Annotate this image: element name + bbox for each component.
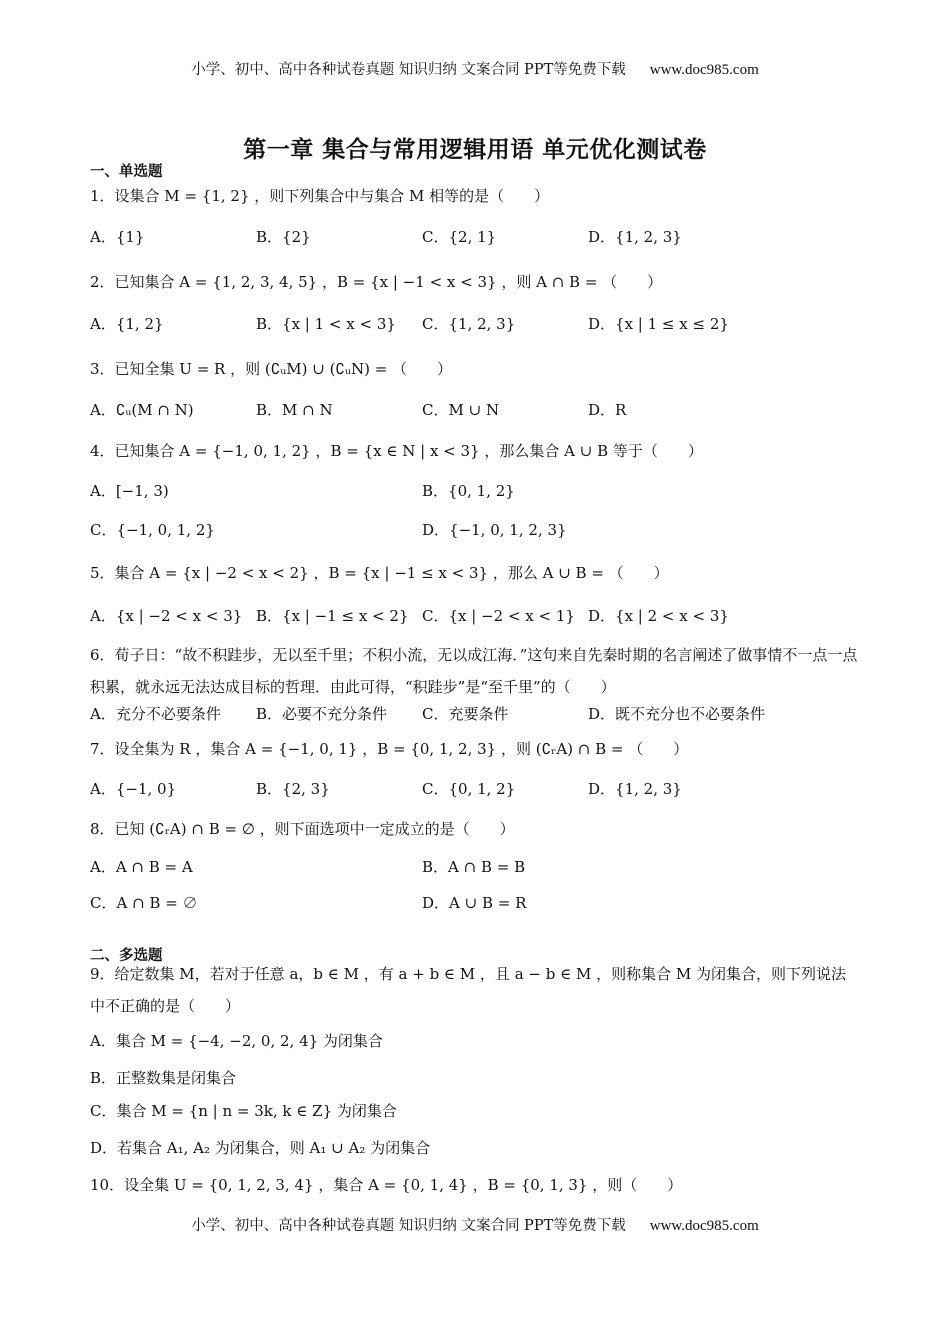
q2-option-d: D．{x | 1 ≤ x ≤ 2} [588,315,729,333]
q4-option-a: A．[−1, 3) [90,482,169,500]
question-5: 5．集合 A = {x | −2 < x < 2} ，B = {x | −1 ≤ x < 3} ，那么 A ∪ B = （ ） [90,564,669,582]
page-footer [0,1214,950,1235]
q3-option-d: D．R [588,401,627,419]
question-3: 3．已知全集 U = R ，则 (∁ᵤM) ∪ (∁ᵤN) = （ ） [90,360,453,378]
q9-option-a: A．集合 M = {−4, −2, 0, 2, 4} 为闭集合 [90,1032,383,1050]
q2-option-a: A．{1, 2} [90,315,164,333]
question-8: 8．已知 (∁ᵣA) ∩ B = ∅ ，则下面选项中一定成立的是（ ） [90,820,515,838]
section-multi-choice: 二、多选题 [90,948,163,964]
q6-option-c: C．充要条件 [422,705,509,723]
q3-option-a: A．∁ᵤ(M ∩ N) [90,401,194,419]
q8-option-a: A．A ∩ B = A [90,858,193,876]
q1-option-d: D．{1, 2, 3} [588,228,682,246]
q9-option-b: B．正整数集是闭集合 [90,1069,237,1087]
q5-option-d: D．{x | 2 < x < 3} [588,607,729,625]
q4-option-d: D．{−1, 0, 1, 2, 3} [422,521,567,539]
q5-option-a: A．{x | −2 < x < 3} [90,607,243,625]
q7-option-c: C．{0, 1, 2} [422,780,516,798]
q6-option-a: A．充分不必要条件 [90,705,221,723]
section-single-choice: 一、单选题 [90,164,163,180]
q3-option-c: C．M ∪ N [422,401,500,419]
q8-option-b: B．A ∩ B = B [422,858,526,876]
q1-option-a: A．{1} [90,228,145,246]
q1-option-b: B．{2} [256,228,311,246]
question-4: 4．已知集合 A = {−1, 0, 1, 2} ，B = {x ∈ N | x < 3} ，那么集合 A ∪ B 等于（ ） [90,442,703,460]
q6-option-b: B．必要不充分条件 [256,705,388,723]
q8-option-c: C．A ∩ B = ∅ [90,894,198,912]
q8-option-d: D．A ∪ B = R [422,894,527,912]
q9-option-c: C．集合 M = {n | n = 3k, k ∈ Z} 为闭集合 [90,1102,397,1120]
q4-option-b: B．{0, 1, 2} [422,482,515,500]
q1-option-c: C．{2, 1} [422,228,497,246]
q5-option-b: B．{x | −1 ≤ x < 2} [256,607,409,625]
question-9: 9．给定数集 M，若对于任意 a，b ∈ M ，有 a + b ∈ M ，且 a − b ∈ M ，则称集合 M 为闭集合，则下列说法中不正确的是（ ） [90,965,847,1015]
question-6: 6．荀子日：“故不积跬步，无以至千里；不积小流，无以成江海．”这句来自先秦时期的名言阐述了做事情不一点一点积累，就永远无法达成目标的哲理．由此可得，“积跬步”是“至千里”的（ ） [90,646,858,696]
page-header [0,58,950,79]
footer-url[interactable]: www.doc985.com [649,1218,759,1234]
question-2: 2．已知集合 A = {1, 2, 3, 4, 5} ，B = {x | −1 < x < 3} ，则 A ∩ B = （ ） [90,273,663,291]
question-10: 10．设全集 U = {0, 1, 2, 3, 4} ，集合 A = {0, 1, 4} ，B = {0, 1, 3} ，则（ ） [90,1176,683,1194]
question-1: 1．设集合 M = {1, 2} ，则下列集合中与集合 M 相等的是（ ） [90,187,550,205]
q4-option-c: C．{−1, 0, 1, 2} [90,521,215,539]
footer-text: 小学、初中、高中各种试卷真题 知识归纳 文案合同 PPT等免费下载 [191,1218,626,1234]
q2-option-b: B．{x | 1 < x < 3} [256,315,396,333]
q5-option-c: C．{x | −2 < x < 1} [422,607,575,625]
q3-option-b: B．M ∩ N [256,401,333,419]
q9-option-d: D．若集合 A₁, A₂ 为闭集合，则 A₁ ∪ A₂ 为闭集合 [90,1139,431,1157]
q7-option-d: D．{1, 2, 3} [588,780,682,798]
q2-option-c: C．{1, 2, 3} [422,315,516,333]
header-url[interactable]: www.doc985.com [649,62,759,78]
header-text: 小学、初中、高中各种试卷真题 知识归纳 文案合同 PPT等免费下载 [191,62,626,78]
question-7: 7．设全集为 R ，集合 A = {−1, 0, 1} ，B = {0, 1, 2, 3} ，则 (∁ᵣA) ∩ B = （ ） [90,740,689,758]
page-title: 第一章 集合与常用逻辑用语 单元优化测试卷 [243,137,707,163]
q6-option-d: D．既不充分也不必要条件 [588,705,766,723]
q7-option-a: A．{−1, 0} [90,780,177,798]
q7-option-b: B．{2, 3} [256,780,330,798]
